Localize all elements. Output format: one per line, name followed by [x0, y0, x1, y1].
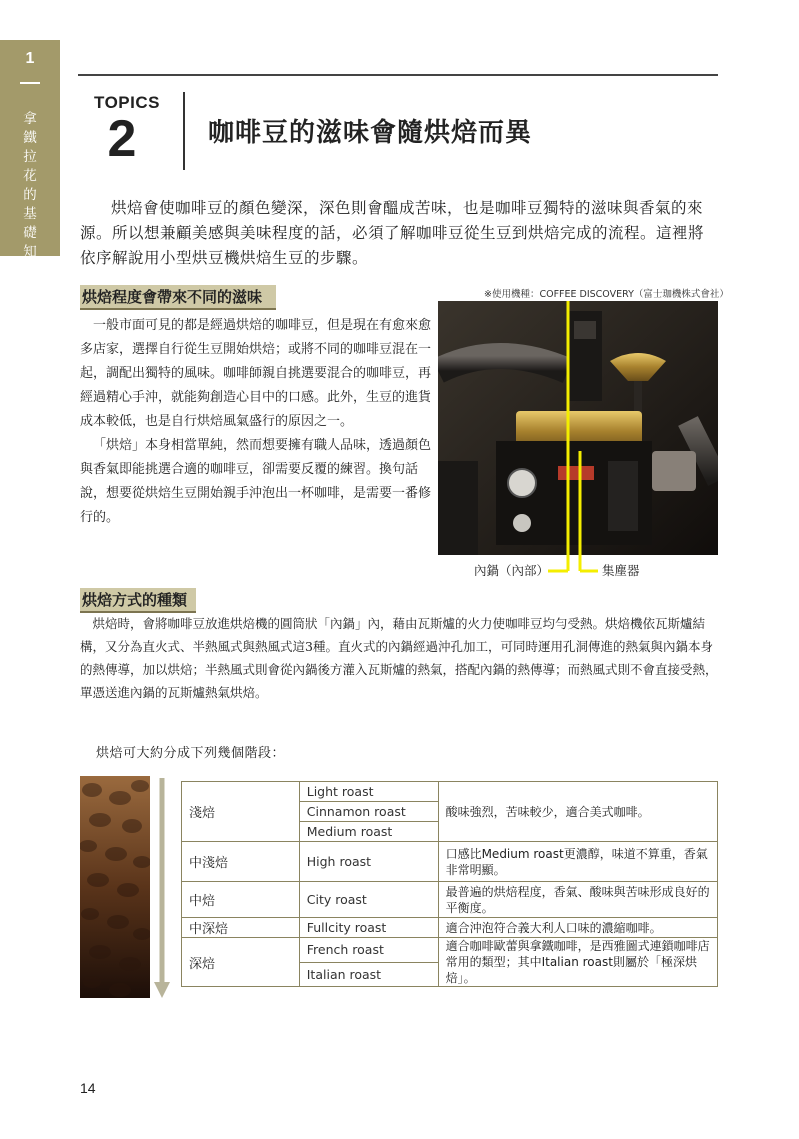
topic-number: 2: [107, 110, 137, 168]
coffee-beans-image: [80, 776, 150, 998]
roast-name: Cinnamon roast: [299, 802, 438, 822]
roast-level: 淺焙: [182, 782, 300, 842]
roast-name: French roast: [299, 938, 438, 963]
table-row: [182, 842, 718, 882]
title-divider: [183, 92, 185, 170]
section-body-roast-level: [80, 314, 432, 530]
roast-description: 酸味強烈，苦味較少，適合美式咖啡。: [438, 782, 717, 842]
beans-gradient: [80, 776, 150, 998]
table-row: [182, 938, 718, 963]
photo-caption: ※使用機種：COFFEE DISCOVERY（富士珈機株式會社）: [484, 289, 729, 300]
topics-label: TOPICS: [94, 93, 160, 112]
roast-name: High roast: [299, 842, 438, 882]
page-number: 14: [80, 1080, 96, 1096]
roast-name: Fullcity roast: [299, 918, 438, 938]
roast-description: 口感比Medium roast更濃醇，味道不算重，香氣非常明顯。: [438, 842, 717, 882]
chapter-divider: [20, 82, 40, 84]
roast-description: 適合沖泡符合義大利人口味的濃縮咖啡。: [438, 918, 717, 938]
paragraph: 烘焙時，會將咖啡豆放進烘焙機的圓筒狀「內鍋」內，藉由瓦斯爐的火力使咖啡豆均勻受熱。烘焙機依瓦斯爐結構，又分為直火式、半熱風式與熱風式這3種。直火式的內鍋經過沖孔加工，可同時運用孔洞傳進的熱氣與內鍋本身的熱傳導，加以烘焙；半熱風式則會從內鍋後方灌入瓦斯爐的熱氣，搭配內鍋的熱傳導；而熱風式則不會直接受熱，單憑送進內鍋的瓦斯爐熱氣烘焙。: [80, 616, 718, 700]
roast-name: City roast: [299, 882, 438, 918]
roast-level-table: [181, 781, 718, 987]
stage-intro: 烘焙可大約分成下列幾個階段：: [96, 746, 286, 761]
roast-description: 最普遍的烘焙程度，香氣、酸味與苦味形成良好的平衡度。: [438, 882, 717, 918]
roaster-illustration: [438, 301, 718, 555]
section-heading-roast-methods: 烘焙方式的種類: [80, 588, 196, 613]
roast-name: Light roast: [299, 782, 438, 802]
paragraph: 「烘焙」本身相當單純，然而想要擁有職人品味，透過顏色與香氣即能挑選合適的咖啡豆，卻需要反覆的練習。換句話說，想要從烘焙生豆開始親手沖泡出一杯咖啡，是需要一番修行的。: [80, 438, 432, 525]
intro-paragraph: 烘焙會使咖啡豆的顏色變深，深色則會醞成苦味，也是咖啡豆獨特的滋味與香氣的來源。所以想兼顧美感與美味程度的話，必須了解咖啡豆從生豆到烘焙完成的流程。這裡將依序解說用小型烘豆機烘焙生豆的步驟。: [80, 199, 705, 267]
roast-name: Italian roast: [299, 962, 438, 987]
down-arrow-icon: [152, 778, 172, 1000]
roast-level: 中焙: [182, 882, 300, 918]
roast-level: 中深焙: [182, 918, 300, 938]
section-body-roast-methods: [80, 612, 718, 704]
header-rule: [78, 74, 718, 76]
table-row: [182, 918, 718, 938]
section-heading-roast-level: 烘焙程度會帶來不同的滋味: [80, 285, 276, 310]
label-inner-drum: 內鍋（內部）: [474, 563, 550, 578]
paragraph: 一般市面可見的都是經過烘焙的咖啡豆，但是現在有愈來愈多店家，選擇自行從生豆開始烘焙；或將不同的咖啡豆混在一起，調配出獨特的風味。咖啡師親自挑選要混合的咖啡豆，再經過精心手沖，就能夠創造心目中的口感。此外，生豆的進貨成本較低，也是自行烘焙風氣盛行的原因之一。: [80, 318, 432, 429]
roaster-photo: [438, 301, 718, 555]
roast-level: 中淺焙: [182, 842, 300, 882]
roast-name: Medium roast: [299, 822, 438, 842]
chapter-tab: [0, 40, 60, 279]
chapter-title: 拿鐵拉花的基礎知識: [23, 111, 37, 279]
page-title: 咖啡豆的滋味會隨烘焙而異: [208, 118, 533, 148]
table-row: [182, 882, 718, 918]
label-dust-collector: 集塵器: [602, 563, 640, 578]
roast-level: 深焙: [182, 938, 300, 987]
chapter-number: 1: [25, 50, 35, 67]
roast-description: 適合咖啡歐蕾與拿鐵咖啡，是西雅圖式連鎖咖啡店常用的類型；其中Italian roast則屬於「極深烘焙」。: [438, 938, 717, 987]
intro-text: [80, 196, 716, 271]
table-row: [182, 782, 718, 802]
